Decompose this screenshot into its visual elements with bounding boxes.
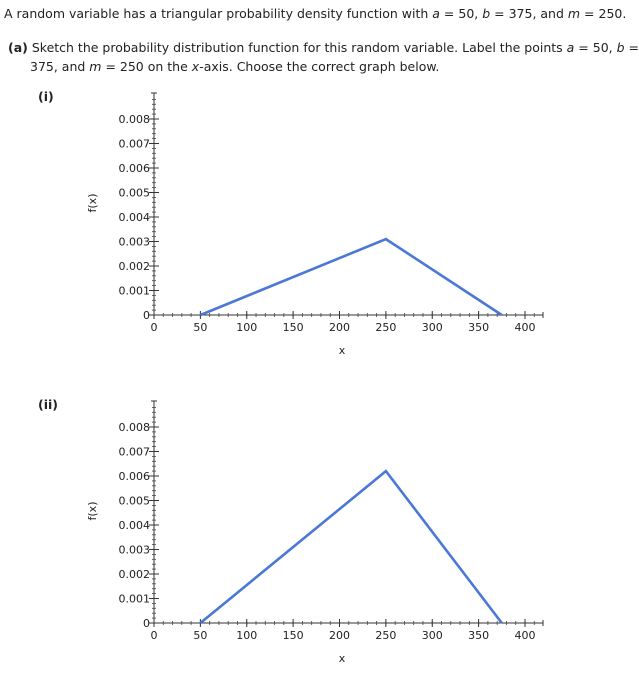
- x-tick-label: 50: [193, 321, 208, 334]
- y-tick-label: 0.005: [118, 186, 150, 200]
- part-a-text-2: 375, and: [30, 59, 90, 74]
- y-tick-label: 0.001: [118, 592, 150, 606]
- a-value: = 50,: [439, 6, 483, 21]
- x-tick-label: 150: [282, 629, 304, 642]
- intro-text: A random variable has a triangular probability density function with: [4, 6, 433, 21]
- y-tick-label: 0.008: [118, 113, 150, 126]
- x-tick-label: 200: [329, 321, 350, 334]
- y-tick-label: 0.008: [118, 421, 150, 434]
- chart-option-i[interactable]: [0, 85, 615, 365]
- x-axis-label: x: [338, 652, 346, 665]
- x-tick-label: 0: [150, 321, 158, 334]
- y-tick-label: 0.006: [118, 470, 150, 483]
- x-tick-label: 300: [421, 629, 443, 642]
- y-tick-label: 0.007: [118, 137, 150, 151]
- part-a-marker: (a): [8, 40, 28, 55]
- x-tick-label: 350: [468, 321, 490, 334]
- pdf-series-line: [200, 239, 501, 315]
- x-tick-label: 300: [421, 321, 443, 334]
- part-a-text-1: Sketch the probability distribution function for this random variable. Label the points: [27, 40, 567, 55]
- option-i-label[interactable]: (i): [38, 89, 54, 104]
- x-tick-label: 50: [193, 629, 208, 642]
- y-tick-label: 0.003: [118, 543, 150, 557]
- x-tick-label: 200: [329, 629, 350, 642]
- var-b: b: [482, 6, 491, 21]
- y-axis-label: f(x): [86, 193, 99, 213]
- x-tick-label: 0: [150, 629, 158, 642]
- part-a-m-eq: = 250 on the: [101, 59, 192, 74]
- x-tick-label: 100: [236, 321, 258, 334]
- var-m: m: [567, 6, 581, 21]
- x-tick-label: 400: [514, 321, 536, 334]
- part-a-b-eq: =: [624, 40, 639, 55]
- x-tick-label: 100: [236, 629, 258, 642]
- x-axis-label: x: [338, 344, 346, 357]
- x-tick-label: 400: [514, 629, 536, 642]
- x-tick-label: 150: [282, 321, 304, 334]
- chart-option-ii[interactable]: [0, 393, 615, 673]
- y-tick-label: 0.002: [118, 568, 150, 581]
- y-tick-label: 0: [143, 617, 150, 630]
- y-tick-label: 0.004: [118, 211, 150, 224]
- y-tick-label: 0.007: [118, 445, 150, 459]
- part-a-var-m: m: [89, 59, 102, 74]
- var-a: a: [432, 6, 440, 21]
- y-tick-label: 0.005: [118, 494, 150, 508]
- part-a-line-1: [8, 39, 639, 57]
- b-value: = 375, and: [490, 6, 568, 21]
- option-ii-label[interactable]: (ii): [38, 397, 58, 412]
- x-tick-label: 250: [375, 321, 397, 334]
- y-tick-label: 0.002: [118, 260, 150, 273]
- m-value: = 250.: [580, 6, 627, 21]
- x-tick-label: 350: [468, 629, 490, 642]
- y-tick-label: 0: [143, 309, 150, 322]
- part-a-text-3: -axis. Choose the correct graph below.: [199, 59, 440, 74]
- problem-statement: [4, 5, 627, 23]
- y-axis-label: f(x): [86, 501, 99, 521]
- y-tick-label: 0.003: [118, 235, 150, 249]
- pdf-series-line: [200, 471, 501, 623]
- part-a-var-x: x: [191, 59, 200, 74]
- x-tick-label: 250: [375, 629, 397, 642]
- part-a-a-eq: = 50,: [574, 40, 617, 55]
- part-a-var-a: a: [566, 40, 575, 55]
- y-tick-label: 0.006: [118, 162, 150, 175]
- y-tick-label: 0.001: [118, 284, 150, 298]
- part-a-var-b: b: [616, 40, 625, 55]
- y-tick-label: 0.004: [118, 519, 150, 532]
- part-a-line-2: [30, 58, 439, 76]
